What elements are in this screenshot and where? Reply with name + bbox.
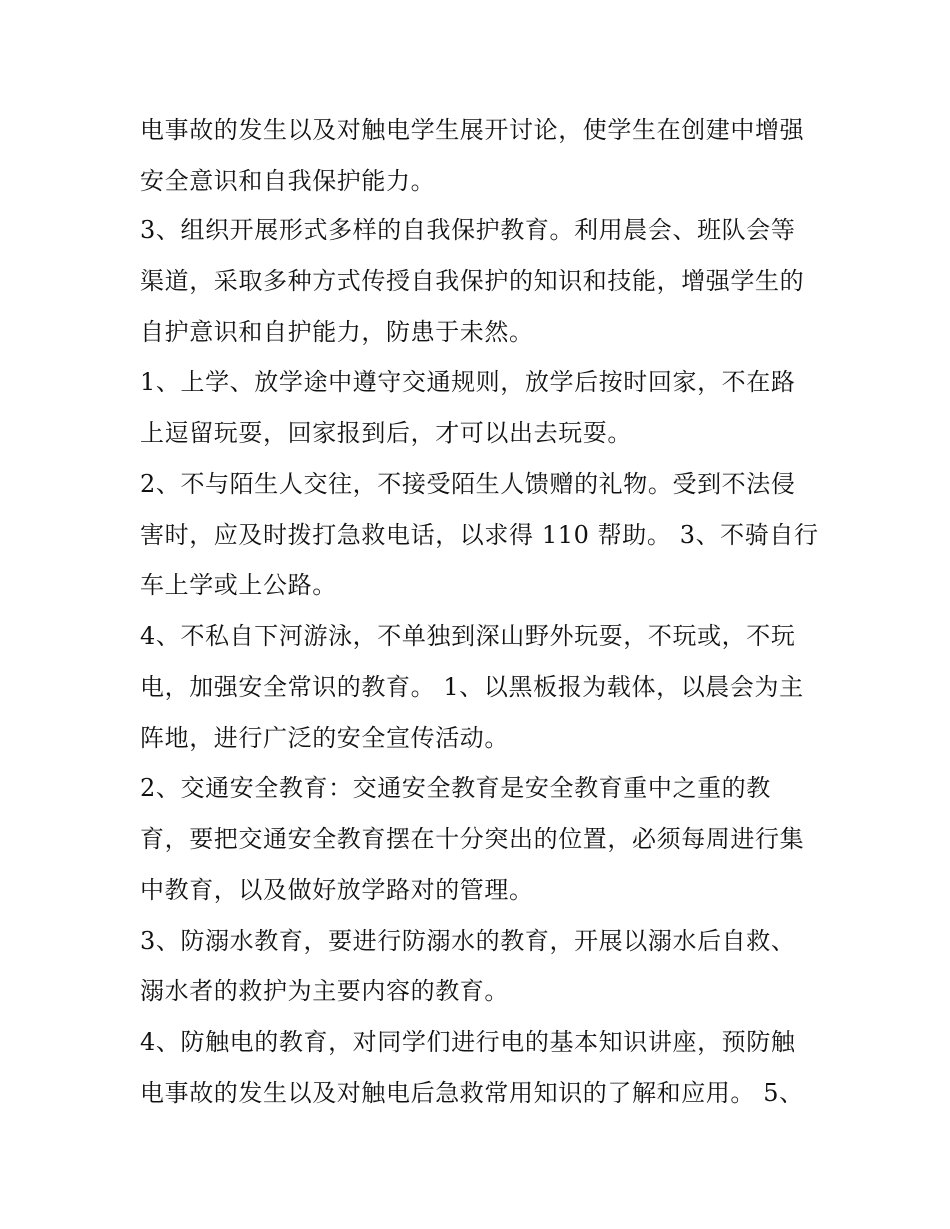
text-line: 电事故的发生以及对触电后急救常用知识的了解和应用。 5、 <box>140 1079 804 1107</box>
text-line: 4、防触电的教育，对同学们进行电的基本知识讲座，预防触 <box>140 1028 796 1056</box>
text-line: 育，要把交通安全教育摆在十分突出的位置，必须每周进行集 <box>140 825 805 853</box>
text-line: 1、上学、放学途中遵守交通规则，放学后按时回家，不在路 <box>140 368 796 396</box>
text-line: 车上学或上公路。 <box>140 571 337 599</box>
text-line: 电事故的发生以及对触电学生展开讨论，使学生在创建中增强 <box>140 116 805 144</box>
text-line: 安全意识和自我保护能力。 <box>140 167 436 195</box>
text-line: 上逗留玩耍，回家报到后，才可以出去玩耍。 <box>140 419 632 447</box>
text-line: 2、交通安全教育：交通安全教育是安全教育重中之重的教 <box>140 774 771 802</box>
text-line: 阵地，进行广泛的安全宣传活动。 <box>140 724 509 752</box>
text-line: 3、防溺水教育，要进行防溺水的教育，开展以溺水后自救、 <box>140 927 796 955</box>
text-line: 2、不与陌生人交往，不接受陌生人馈赠的礼物。受到不法侵 <box>140 470 796 498</box>
text-line: 渠道，采取多种方式传授自我保护的知识和技能，增强学生的 <box>140 267 805 295</box>
text-line: 溺水者的救护为主要内容的教育。 <box>140 977 509 1005</box>
text-line: 自护意识和自护能力，防患于未然。 <box>140 318 534 346</box>
text-line: 中教育，以及做好放学路对的管理。 <box>140 876 534 904</box>
text-line: 电，加强安全常识的教育。 1、以黑板报为载体，以晨会为主 <box>140 673 804 701</box>
text-line: 害时，应及时拨打急救电话，以求得 110 帮助。 3、不骑自行 <box>140 521 819 549</box>
text-line: 3、组织开展形式多样的自我保护教育。利用晨会、班队会等 <box>140 216 796 244</box>
text-line: 4、不私自下河游泳，不单独到深山野外玩耍，不玩或，不玩 <box>140 622 796 650</box>
